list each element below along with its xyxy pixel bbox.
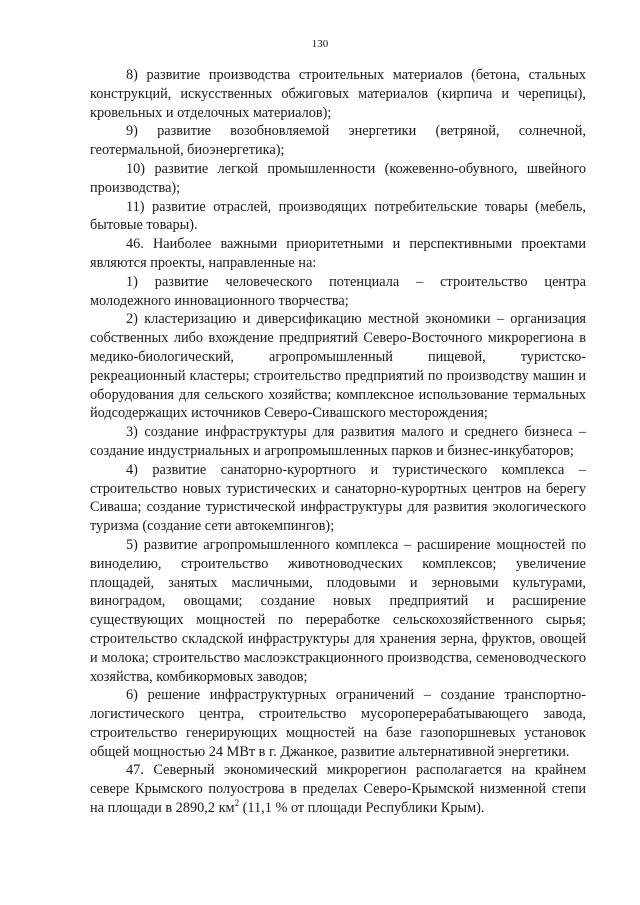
document-body — [90, 66, 586, 818]
paragraph-project-3: 3) создание инфраструктуры для развития малого и среднего бизнеса – создание индустриальных и агропромышленных парков и бизнес-инкубаторов; — [90, 424, 586, 459]
paragraph-47-text: 47. Северный экономический микрорегион располагается на крайнем севере Крымского полуострова в пределах Северо-Крымской низменной степи на площади в 2890,2 км — [90, 762, 586, 817]
paragraph-46: 46. Наиболее важными приоритетными и перспективными проектами являются проекты, направленные на: — [90, 236, 586, 271]
paragraph-project-2: 2) кластеризацию и диверсификацию местной экономики – организация собственных либо вхождение предприятий Северо-Восточного микрорегиона в медико-биологический, агропромышленный пищевой, туристско-рекреационный кластеры; строительство предприятий по производству машин и оборудования для сельского хозяйства; комплексное использование термальных йодсодержащих источников Северо-Сивашского месторождения; — [90, 311, 586, 422]
paragraph-item-8: 8) развитие производства строительных материалов (бетона, стальных конструкций, искусственных обжиговых материалов (кирпича и черепицы), кровельных и отделочных материалов); — [90, 67, 586, 121]
paragraph-project-4: 4) развитие санаторно-курортного и туристического комплекса – строительство новых туристических и санаторно-курортных центров на берегу Сиваша; создание туристической инфраструктуры для развития экологического туризма (создание сети автокемпингов); — [90, 461, 586, 535]
paragraph-project-6: 6) решение инфраструктурных ограничений – создание транспортно-логистического центра, строительство мусороперерабатывающего завода, строительство генерирующих мощностей на базе газопоршневых установок общей мощностью 24 МВт в г. Джанкое, развитие альтернативной энергетики. — [90, 687, 586, 760]
paragraph-item-9: 9) развитие возобновляемой энергетики (ветряной, солнечной, геотермальной, биоэнергетика); — [90, 123, 586, 159]
paragraph-project-1: 1) развитие человеческого потенциала – строительство центра молодежного инновационного творчества; — [90, 273, 586, 309]
paragraph-47 — [90, 761, 586, 817]
area-unit-superscript: 2 — [234, 798, 240, 809]
paragraph-project-5: 5) развитие агропромышленного комплекса – расширение мощностей по виноделию, строительство животноводческих комплексов; увеличение площадей, занятых масличными, плодовыми и зерновыми культурами, виноградом, овощами; создание новых предприятий и расширение существующих мощностей по переработке сельскохозяйственного сырья; строительство складской инфраструктуры для хранения зерна, фруктов, овощей и молока; строительство маслоэкстракционного производства, семеноводческого хозяйства, комбикормовых заводов; — [90, 536, 586, 685]
page-number: 130 — [311, 38, 329, 50]
paragraph-47-text-end: (11,1 % от площади Республики Крым). — [239, 800, 485, 817]
paragraph-item-11: 11) развитие отраслей, производящих потребительские товары (мебель, бытовые товары). — [90, 198, 586, 234]
paragraph-item-10: 10) развитие легкой промышленности (кожевенно-обувного, швейного производства); — [90, 160, 586, 196]
